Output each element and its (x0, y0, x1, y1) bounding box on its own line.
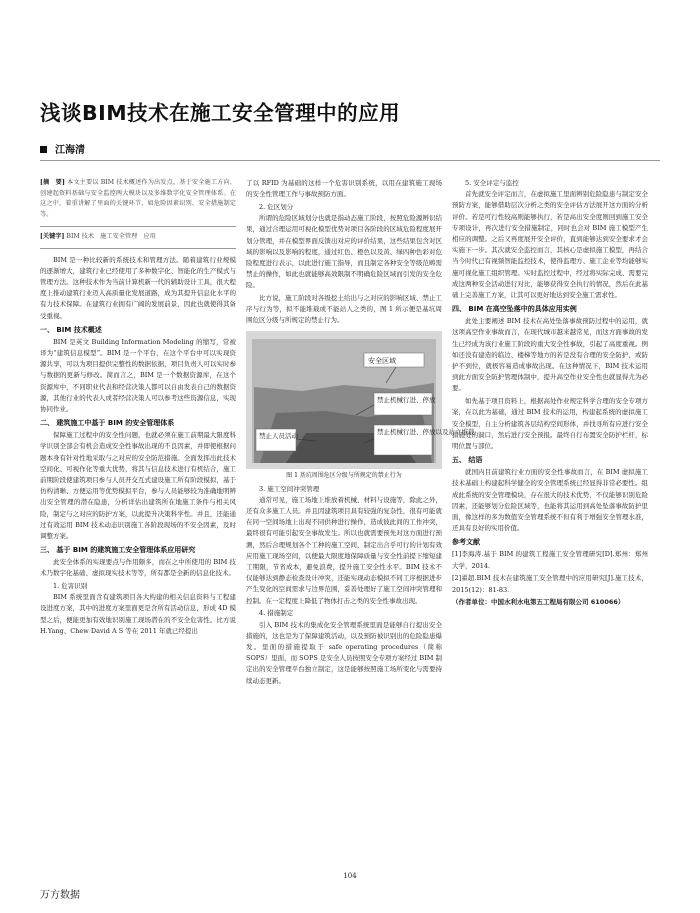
section-heading-2: 二、 建筑施工中基于 BIM 的安全管理体系 (40, 419, 175, 428)
figure-label-no-machine-and-loading: 禁止机械行进、停放以及站立堆载 (377, 427, 475, 436)
keywords-block (40, 232, 236, 243)
abstract-divider (40, 226, 236, 227)
figure-label-safe-zone: 安全区域 (368, 356, 396, 365)
fall-example-paragraph-1: 此处主要阐述 BIM 技术在高处坠落事故预防过程中的运用，就这项高空作业事故而言，在现代城市越来越常见，而这方面事故的发生已经成为该行业施工阶段的重大安全性事故，引起了高度重视。例如还没有建造的临边、楼梯等地方的若是没有合理的安全防护，或防护不到位，就极容易造成事故出现。在这种情况下，BIM 技术运用到此方面安全防护管理体制中，提升高空作业安全性也就显得尤为必要。 (452, 317, 648, 393)
subheading-evaluation-monitoring: 5. 安全评定与监控 (465, 179, 519, 187)
fall-example-paragraph-2: 如先基于项目资料上，根据高处作业规定科学合理的安全专项方案，在以此为基础，通过 BIM 技术的运用，构建起系统的虚拟施工安全模型，自主分析建筑各层结构空间形体，并找寻所有应进行安全措施处的洞口，然后进行安全预报。最终自行布置安全防护栏杆，标明位置与部位。 (452, 397, 648, 450)
figure-1-caption: 图 1 基坑周围危区分级与所规定的禁止行为 (286, 471, 402, 479)
evaluation-paragraph: 首先就安全评定而言，在虚拟施工里面辨别危险隐患与制定安全预防方案，能够借助层次分析之类的安全评估方法展开这方面的分析评价。若是可行性较高则能够执行，若是高出安全度则回到施工安全专项设计，再次进行安全措施制定，同时也会对 BIM 施工模型产生相应的调整。之后又再度展开安全评价，直到能够达到安全要求才会实施下一步。其次就安全监控而言，其核心是虚拟施工模型，再结合当今时代已有视频智能监控技术，使得监理方、施工企业等均能够实施可视化施工组织管理。实时监控过程中，经过将实际完成、需要完成这两种安全活动进行对比，能够获得安全执行的情况，然后在此基础上完善施工方案，让其可以更好地达到安全施工需求性。 (452, 190, 648, 300)
keywords-text: BIM 技术 施工安全管理 应用 (66, 233, 156, 240)
space-conflict-paragraph: 通常可见，施工场地上堆放着机械、材料与设施等，除此之外，还有众多施工人员。并且因建筑项目具有较强的复杂性，很有可能就在同一空间场地上出现不同供种进行操作，造成彼此间的工作冲突，最终很有可能引起安全事故发生。所以也就需要预先对这方面进行预测，然后合理规划各个工种的施工空间，制定出合乎可行的计划有效应用施工现场空间，以便最大限度地保障质量与安全性前提下缩短建工期限，节省成本，避免浪费，提升施工安全性水平。BIM 技术不仅能够达到静态检查设计冲突，还能实现动态模拟不同工序根据进步产生变化的空间需求与边界范围，妥善处理好了施工空间冲突管理和控制。在一定程度上降低了物体打击之类的安全性事故出现。 (246, 495, 442, 605)
abstract-label: [摘 要] (40, 179, 65, 186)
section-1-paragraph: BIM 是英文 Building Information Modeling 的缩写，常被译为“建筑信息模型”。BIM 是一个平台，在这个平台中可以实现资源共享，可以为项目提供完整性的数据依据，项目负责人可以实时参与数据的更新与修改。简而言之，BIM 是一个数据资源库，在这个资源库中，不同职业代表和经营决策人都可以自由发表自己的数据资源，其他行业的代表人或者经营决策人可以参考这些资源信息，实现协同作业。 (40, 337, 236, 413)
abstract-block (40, 178, 236, 220)
page-number: 104 (343, 872, 357, 880)
subheading-hazard-identification: 1. 危害识别 (53, 582, 88, 591)
intro-paragraph: BIM 是一种比较新的系统技术和管理方法。随着建筑行业规模的逐渐增大，建筑行业已经使用了多种数字化、智能化的生产模式与管理方法。这种技术作为当前计算机新一代的辅助设计工具，很大程度上推动建筑行业迈入高质量化发展道路，成为其提升信息化水平的有力技术保障。在建筑行业拥有广阔的发展前景，因此也就使得其备受重视。 (40, 255, 236, 320)
hazard-identification-paragraph: BIM 系统里面含有建筑项目各大构建的相关信息资料与工程建设进度方案，其中的进度方案里面更是含所有活动信息，形成 4D 模型之后，便能更加有效地识别施工现场潜在的不安全危害性。比方说 H.Yang、Chew David A S 等在 2011 年就已经提出 (40, 593, 236, 635)
article-title: 浅谈BIM技术在施工安全管理中的应用 (40, 101, 401, 125)
author-name: 江海清 (55, 145, 85, 156)
keywords-label: [关键字] (40, 233, 65, 240)
section-heading-5: 五、 结语 (452, 456, 483, 465)
section-heading-4: 四、 BIM 在高空坠落中的具体应用实例 (452, 305, 577, 314)
square-bullet-icon (40, 146, 47, 153)
measures-paragraph: 引入 BIM 技术的集成化安全管理系统里面是能够自行提出安全措施的，这也是为了保障建筑活动，以及预防被识别出的危险隐患爆发。里面的措施提取于 safe operating procedures（简称 SOPS）里面，而 SOPS 是安全人员按照安全专项方案经过 BIM 制定出的安全管理平台独立制定，这是能够按照施工场所变化与需要持续动态更新。 (246, 620, 442, 685)
danger-zones-paragraph: 所谓的危险区域划分也就是指动态施工阶段，按照危险源辨识结果，通过合理运用可视化模型优势对项目各阶段的区域危险程度展开划分管理，并在模型界面反馈出对应的评价结果，这些结果包含对区域的影响以及影响的程度，通过红色、橙色以及黄、绿四种色彩对危险程度进行表示，以此进行施工指导，而且制定各种安全等级范畴需禁止的操作，如此也就能够高效限制不明确危险区域而引发的安全危险。 (246, 214, 442, 290)
column-1 (40, 178, 236, 639)
subheading-danger-zones: 2. 危区划分 (259, 202, 294, 211)
conclusion-paragraph: 就国内目前建筑行业方面的安全性事故而言，在 BIM 虚拟施工技术基础上构建起科学健全的安全管理系统已经显得非常必要性。组成此系统的安全管理模块，存在很大的技术优势，不仅能够识别危险因素，还能够划分危险区域等，也能将其运用到高处坠落事故防护里面，像这样的多为数值安全管理系统不但有利于增强安全管理水准，还具有良好的实用价值。 (452, 468, 648, 533)
references-heading: 参考文献 (452, 538, 480, 547)
footer-watermark: 万方数据 (40, 890, 80, 901)
subheading-measures: 4. 措施制定 (259, 609, 294, 618)
reference-1: [1]李海涛.基于 BIM 的建筑工程施工安全管理研究[D].郑州：郑州大学，2014. (452, 550, 648, 570)
reference-2: [2]翟超.BIM 技术在建筑施工安全管理中的应用研究[J].施工技术，2015(12)：81-83. (452, 574, 648, 594)
keywords-divider (40, 248, 236, 249)
continued-paragraph: 了以 RFID 为基础的这样一个危害识别系统，以用在建筑施工现场的安全性管理工作与事故预防方面。 (246, 179, 442, 199)
author-affiliation: （作者单位：中国水利水电第五工程局有限公司 610066） (452, 598, 625, 607)
figure-label-no-machine-parking: 禁止机械行进、停放 (377, 395, 436, 404)
column-3 (452, 178, 648, 610)
figure-label-no-personnel: 禁止人员活动 (259, 431, 298, 440)
example-paragraph: 比方说，施工阶段对各级挖土给出与之对应的影响区域、禁止工序与行为等，拟不能堆载或不能站人之类的，图 1 所示便是基坑周围危区分级与所规定的禁止行为。 (246, 294, 442, 325)
section-2-paragraph: 保障施工过程中的安全性问题，也就必须在施工前期最大限度科学识别全部会有机会造成安全性事故出现的不良因素，并即使根据问题本身有针对性地采取与之对应的安全防范措施。全面发挥出此技术空间化、可视作化等重大优势，将其与信息技术进行有机结合，施工前期阶段使建筑项目参与人员开交互式建设施工所有阶段模拟，基于仿构清晰、方便运用等优势模拟平台，参与人员能够较为准确地明辨出安全管理的潜在隐患，分析详估出建筑所在地施工条件与相关风险，制定与之对应的防护方案，以此提升决策科学性。并且，还能通过有效运用 BIM 技术动态识别施工各阶段现场的不安全因素，及时调整方案。 (40, 431, 236, 540)
subheading-space-conflict: 3. 施工空间冲突管理 (259, 484, 320, 493)
author-line (40, 141, 85, 156)
section-3-paragraph: 此安全体系的实现要点与作用颇多，而在之中所使用的 BIM 技术乃数字化基础、虚拟现实技术等等，所有都是全新的信息化技术。 (40, 558, 236, 578)
section-heading-1: 一、 BIM 技术概述 (40, 325, 102, 334)
section-heading-3: 三、 基于 BIM 的建筑施工安全管理体系应用研究 (40, 546, 196, 555)
abstract-text: 本文主要以 BIM 技术概述作为出发点，基于安全施工方向，创建起资料基础与安全监控两大模块以及多维数字化安全管理体系。在这之中，着重讲解了里面的关键环节，如危险因素识别、安全措施制定等。 (40, 179, 237, 218)
header-divider (40, 160, 660, 161)
